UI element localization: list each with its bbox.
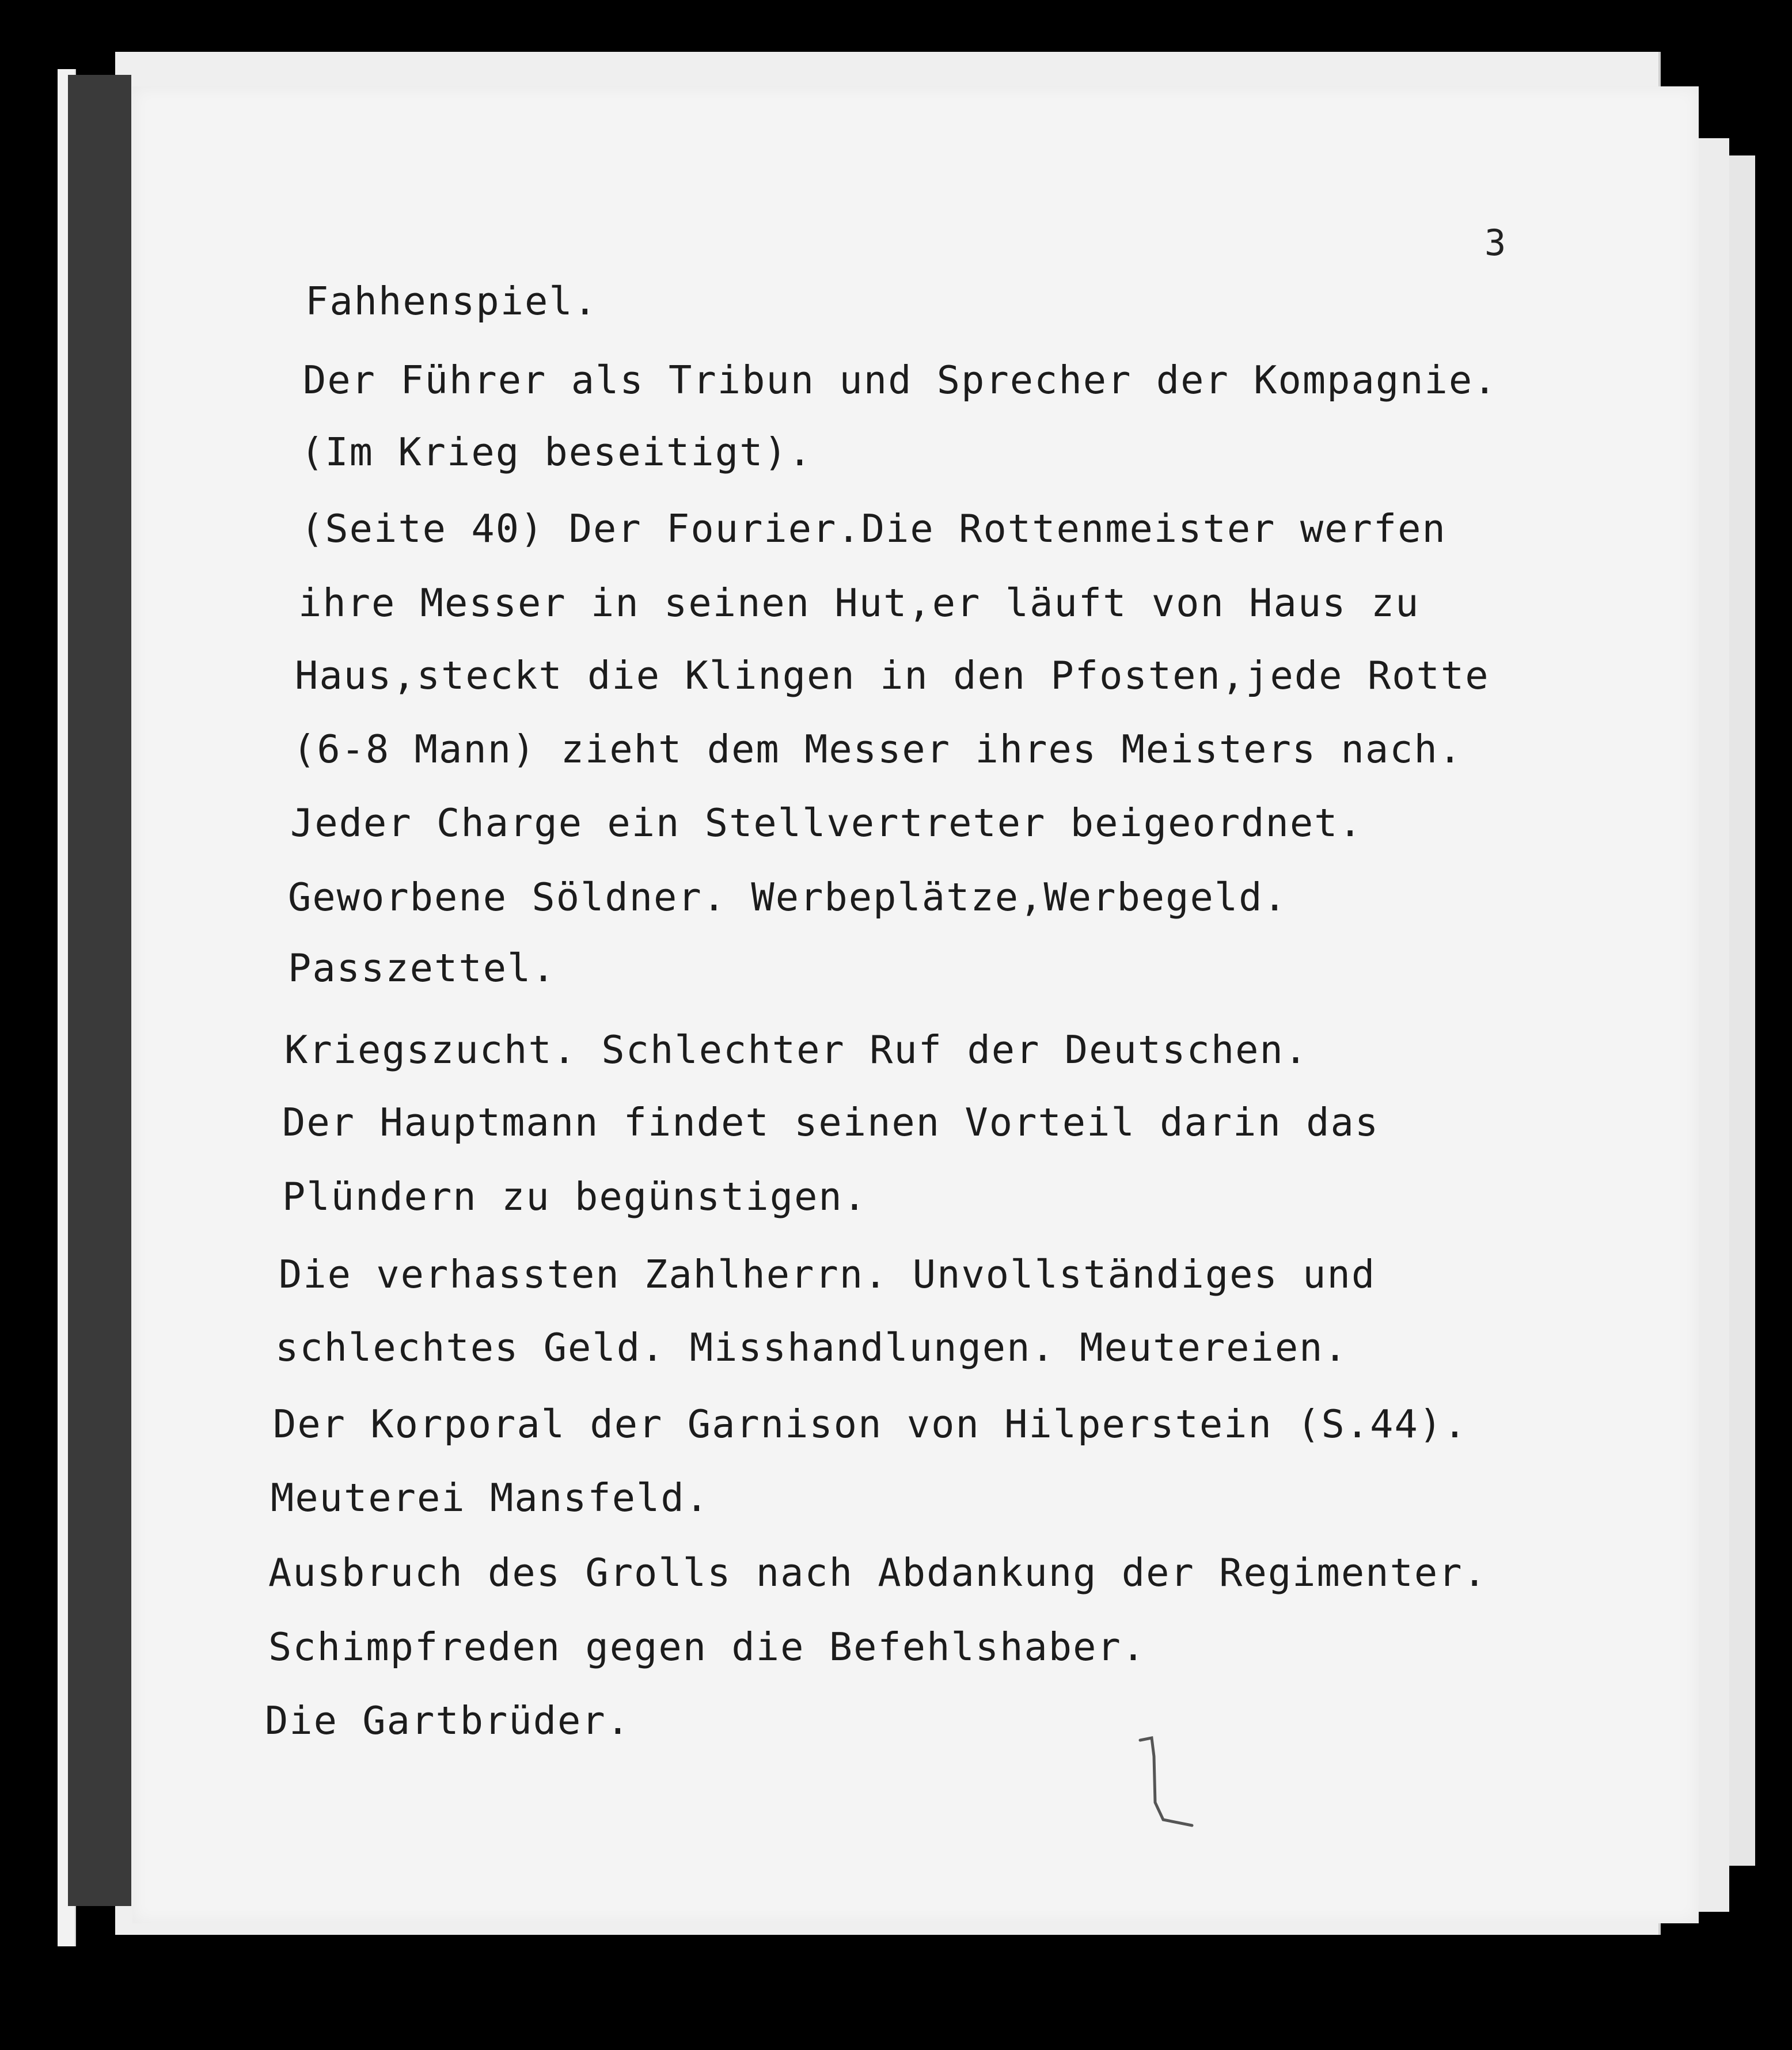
pencil-bracket-mark <box>1129 1733 1209 1837</box>
text-line: Der Korporal der Garnison von Hilperstein (S.44). <box>273 1402 1468 1447</box>
binding-strip <box>68 75 131 1906</box>
text-line: Fahhenspiel. <box>305 279 598 324</box>
text-line: Kriegszucht. Schlechter Ruf der Deutschen. <box>284 1027 1309 1072</box>
text-line: Schimpfreden gegen die Befehlshaber. <box>268 1624 1146 1669</box>
text-line: (6-8 Mann) zieht dem Messer ihres Meisters nach. <box>293 727 1463 772</box>
text-line: Plündern zu begünstigen. <box>282 1174 868 1219</box>
text-line: schlechtes Geld. Misshandlungen. Meutereien. <box>275 1325 1348 1370</box>
text-line: Passzettel. <box>288 946 556 990</box>
text-line: Die Gartbrüder. <box>265 1698 631 1743</box>
text-line: Die verhassten Zahlherrn. Unvollständiges und <box>279 1252 1376 1297</box>
text-line: ihre Messer in seinen Hut,er läuft von Haus zu <box>298 580 1420 625</box>
text-line: Jeder Charge ein Stellvertreter beigeordnet. <box>290 800 1363 845</box>
text-line: Haus,steckt die Klingen in den Pfosten,jede Rotte <box>295 653 1490 698</box>
text-line: Geworbene Söldner. Werbeplätze,Werbegeld. <box>288 875 1288 920</box>
text-line: Ausbruch des Grolls nach Abdankung der Regimenter. <box>268 1550 1487 1595</box>
text-line: (Seite 40) Der Fourier.Die Rottenmeister werfen <box>301 506 1446 551</box>
text-line: Meuterei Mansfeld. <box>271 1475 710 1520</box>
text-line: (Im Krieg beseitigt). <box>301 430 813 474</box>
text-line: Der Hauptmann findet seinen Vorteil darin das <box>282 1100 1380 1145</box>
page-number: 3 <box>1485 222 1506 264</box>
text-line: Der Führer als Tribun und Sprecher der Kompagnie. <box>303 358 1498 403</box>
